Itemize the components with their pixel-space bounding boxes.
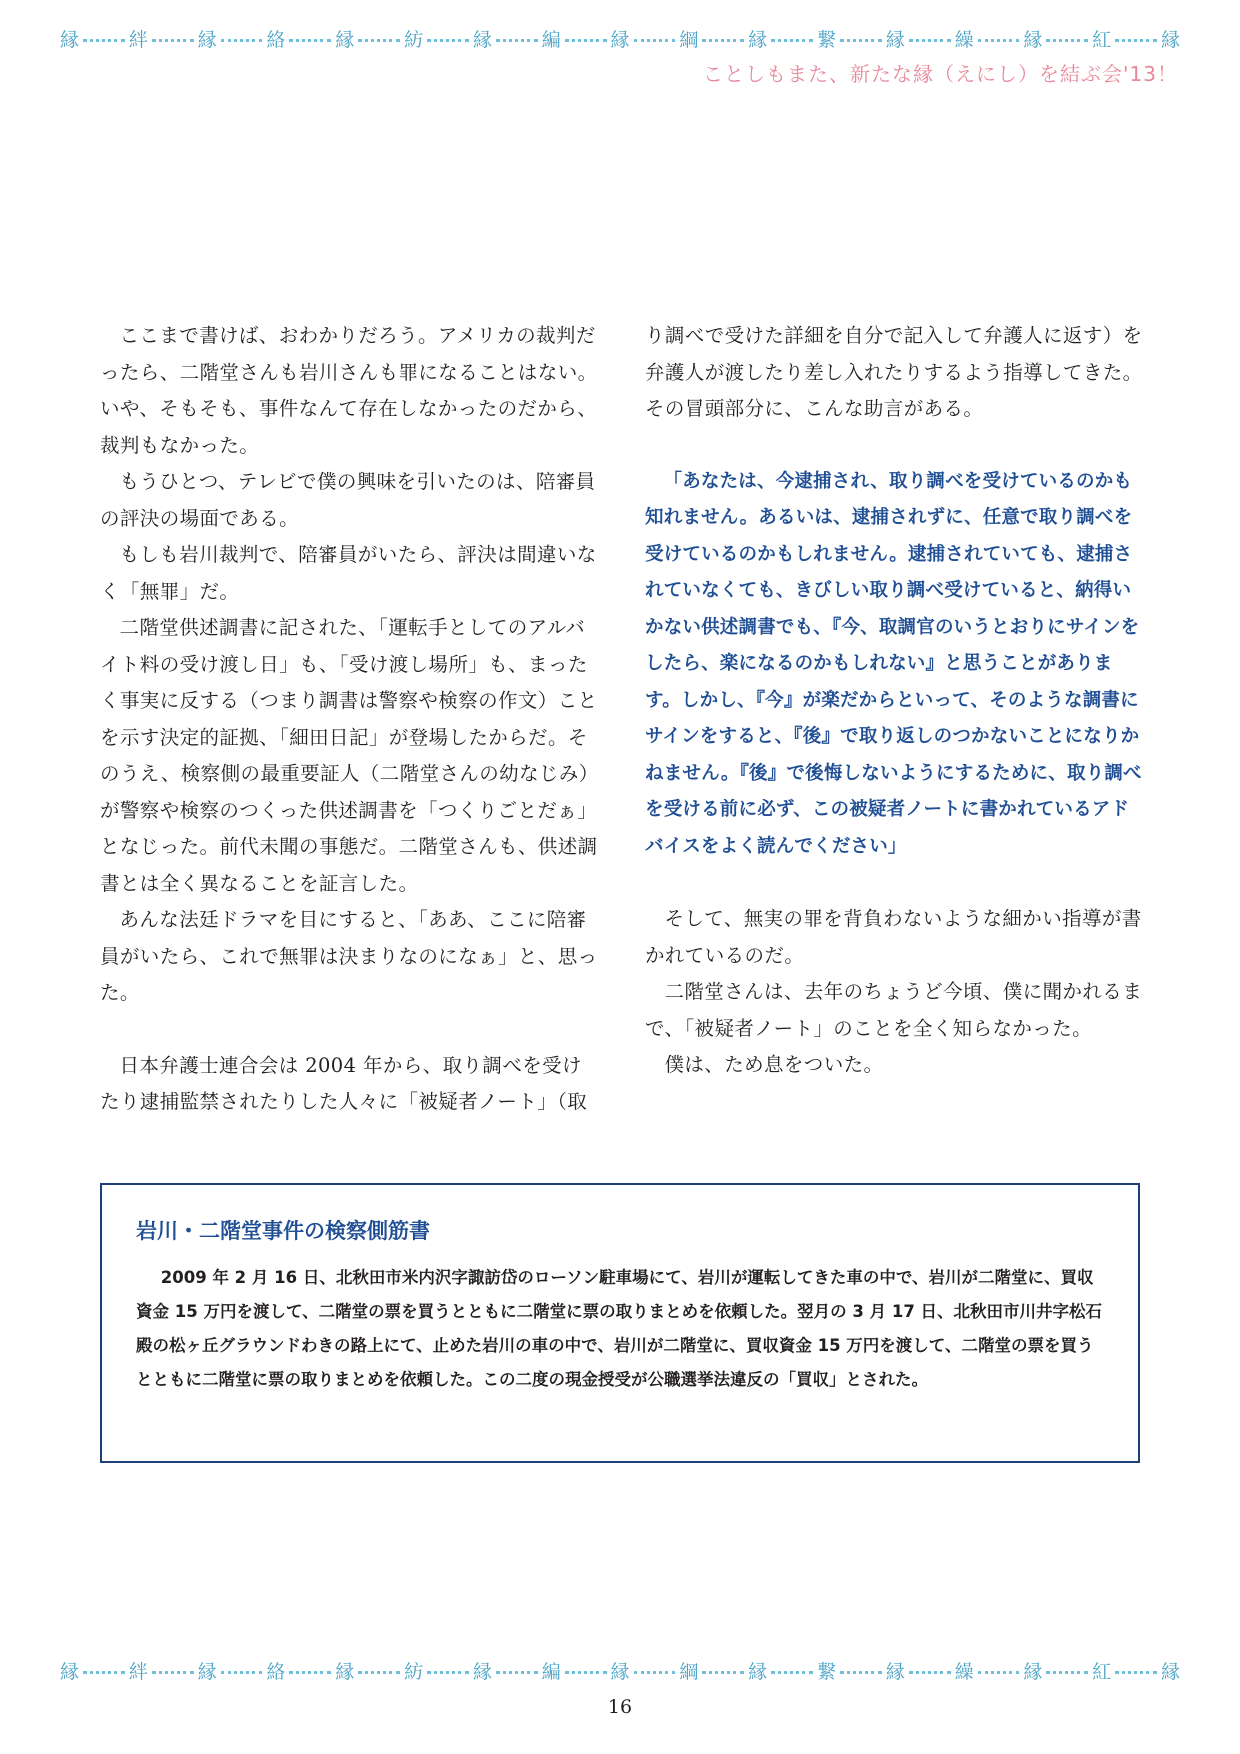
border-kanji: 絡 xyxy=(266,1661,286,1683)
border-dotted-line xyxy=(427,1671,469,1674)
border-kanji: 絆 xyxy=(128,29,148,51)
border-dotted-line xyxy=(702,1671,744,1674)
border-kanji: 編 xyxy=(541,29,561,51)
border-dotted-line xyxy=(221,39,263,42)
suspect-note-quote: 「あなたは、今逮捕され、取り調べを受けているのかも知れません。あるいは、逮捕されずに、任意で取り調べを受けているのかもしれません。逮捕されていても、逮捕されていなくても、きびしい取り調べ受けていると、納得いかない供述調書でも、『今、取調官のいうとおりにサインをしたら、楽になるのかもしれない』と思うことがあります。しかし、『今』が楽だからといって、そのような調書にサインをすると、『後』で取り返しのつかないことになりかねません。『後』で後悔しないようにするために、取り調べを受ける前に必ず、この被疑者ノートに書かれているアドバイスをよく読んでください」 xyxy=(645,470,1142,857)
border-kanji: 縁 xyxy=(1023,1661,1043,1683)
paragraph-gap xyxy=(100,1012,600,1048)
border-kanji: 繰 xyxy=(954,1661,974,1683)
prosecution-scenario-box xyxy=(100,1183,1140,1463)
body-paragraph: り調べで受けた詳細を自分で記入して弁護人に返す）を弁護人が渡したり差し入れたりするよう指導してきた。その冒頭部分に、こんな助言がある。 xyxy=(645,324,1143,420)
border-kanji: 縁 xyxy=(748,29,768,51)
border-dotted-line xyxy=(358,1671,400,1674)
body-paragraph: 僕は、ため息をついた。 xyxy=(664,1053,884,1076)
border-dotted-line xyxy=(771,39,813,42)
border-dotted-line xyxy=(427,39,469,42)
top-decorative-border xyxy=(60,28,1180,52)
box-title: 岩川・二階堂事件の検察側筋書 xyxy=(136,1219,430,1243)
border-kanji: 縁 xyxy=(610,1661,630,1683)
border-dotted-line xyxy=(496,1671,538,1674)
border-kanji: 絡 xyxy=(266,29,286,51)
border-dotted-line xyxy=(634,1671,676,1674)
page-number: 16 xyxy=(607,1696,633,1718)
border-kanji: 紅 xyxy=(1092,29,1112,51)
border-kanji: 縁 xyxy=(885,29,905,51)
border-dotted-line xyxy=(496,39,538,42)
paragraph-gap xyxy=(645,865,1147,901)
border-kanji: 縁 xyxy=(1161,29,1181,51)
border-kanji: 縁 xyxy=(197,1661,217,1683)
border-dotted-line xyxy=(1046,1671,1088,1674)
border-dotted-line xyxy=(152,39,194,42)
bottom-decorative-border xyxy=(60,1660,1180,1684)
body-paragraph: 日本弁護士連合会は 2004 年から、取り調べを受けたり逮捕監禁されたりした人々に「被疑者ノート」（取 xyxy=(100,1053,588,1113)
border-dotted-line xyxy=(909,39,951,42)
border-dotted-line xyxy=(634,39,676,42)
border-dotted-line xyxy=(565,1671,607,1674)
border-kanji: 縁 xyxy=(60,29,80,51)
border-kanji: 綱 xyxy=(679,1661,699,1683)
border-dotted-line xyxy=(702,39,744,42)
border-kanji: 繰 xyxy=(954,29,974,51)
body-paragraph: 二階堂さんは、去年のちょうど今頃、僕に聞かれるまで、「被疑者ノート」のことを全く知らなかった。 xyxy=(645,980,1143,1040)
border-kanji: 縁 xyxy=(885,1661,905,1683)
body-paragraph: あんな法廷ドラマを目にすると、「ああ、ここに陪審員がいたら、これで無罪は決まりなのになぁ」と、思った。 xyxy=(100,908,598,1004)
border-dotted-line xyxy=(1046,39,1088,42)
border-kanji: 縁 xyxy=(197,29,217,51)
border-kanji: 紅 xyxy=(1092,1661,1112,1683)
body-paragraph: そして、無実の罪を背負わないような細かい指導が書かれているのだ。 xyxy=(645,907,1142,967)
border-kanji: 編 xyxy=(541,1661,561,1683)
border-dotted-line xyxy=(289,39,331,42)
border-dotted-line xyxy=(565,39,607,42)
border-dotted-line xyxy=(978,1671,1020,1674)
border-kanji: 縁 xyxy=(748,1661,768,1683)
border-dotted-line xyxy=(152,1671,194,1674)
paragraph-gap xyxy=(645,428,1147,464)
border-kanji: 絆 xyxy=(128,1661,148,1683)
border-dotted-line xyxy=(1115,1671,1157,1674)
border-kanji: 縁 xyxy=(335,29,355,51)
border-dotted-line xyxy=(221,1671,263,1674)
border-dotted-line xyxy=(840,1671,882,1674)
border-kanji: 繋 xyxy=(816,29,836,51)
border-kanji: 紡 xyxy=(404,29,424,51)
right-text-column xyxy=(645,318,1147,1084)
border-kanji: 縁 xyxy=(60,1661,80,1683)
border-kanji: 縁 xyxy=(335,1661,355,1683)
border-kanji: 綱 xyxy=(679,29,699,51)
left-text-column xyxy=(100,318,608,1121)
border-kanji: 縁 xyxy=(1023,29,1043,51)
border-dotted-line xyxy=(909,1671,951,1674)
body-paragraph: ここまで書けば、おわかりだろう。アメリカの裁判だったら、二階堂さんも岩川さんも罪になることはない。 いや、そもそも、事件なんて存在しなかったのだから、裁判もなかった。 xyxy=(100,324,608,457)
border-kanji: 紡 xyxy=(404,1661,424,1683)
border-dotted-line xyxy=(83,39,125,42)
border-dotted-line xyxy=(978,39,1020,42)
border-kanji: 縁 xyxy=(472,1661,492,1683)
border-dotted-line xyxy=(771,1671,813,1674)
border-dotted-line xyxy=(1115,39,1157,42)
border-dotted-line xyxy=(83,1671,125,1674)
border-kanji: 繋 xyxy=(816,1661,836,1683)
box-body: 2009 年 2 月 16 日、北秋田市米内沢字諏訪岱のローソン駐車場にて、岩川が運転してきた車の中で、岩川が二階堂に、買収資金 15 万円を渡して、二階堂の票を買うとともに二階堂に票の取りまとめを依頼した。翌月の 3 月 17 日、北秋田市川井字松石殿の松ヶ丘グラウンドわきの路上にて、止めた岩川の車の中で、岩川が二階堂に、買収資金 15 万円を渡して、二階堂の票を買うとともに二階堂に票の取りまとめを依頼した。この二度の現金授受が公職選挙法違反の「買収」とされた。 xyxy=(136,1268,1103,1389)
body-paragraph: もうひとつ、テレビで僕の興味を引いたのは、陪審員の評決の場面である。 xyxy=(100,470,596,530)
border-kanji: 縁 xyxy=(1161,1661,1181,1683)
body-paragraph: 二階堂供述調書に記された、「運転手としてのアルバイト料の受け渡し日」も、「受け渡し場所」も、まったく事実に反する（つまり調書は警察や検察の作文）ことを示す決定的証拠、「細田日記」が登場したからだ。そのうえ、検察側の最重要証人（二階堂さんの幼なじみ）が警察や検察のつくった供述調書を「つくりごとだぁ」となじった。前代未聞の事態だ。二階堂さんも、供述調書とは全く異なることを証言した。 xyxy=(100,616,599,895)
border-dotted-line xyxy=(289,1671,331,1674)
body-paragraph: もしも岩川裁判で、陪審員がいたら、評決は間違いなく「無罪」だ。 xyxy=(100,543,597,603)
border-dotted-line xyxy=(840,39,882,42)
header-tagline: ことしもまた、新たな縁（えにし）を結ぶ会'13！ xyxy=(703,62,1178,86)
border-kanji: 縁 xyxy=(610,29,630,51)
border-kanji: 縁 xyxy=(472,29,492,51)
border-dotted-line xyxy=(358,39,400,42)
